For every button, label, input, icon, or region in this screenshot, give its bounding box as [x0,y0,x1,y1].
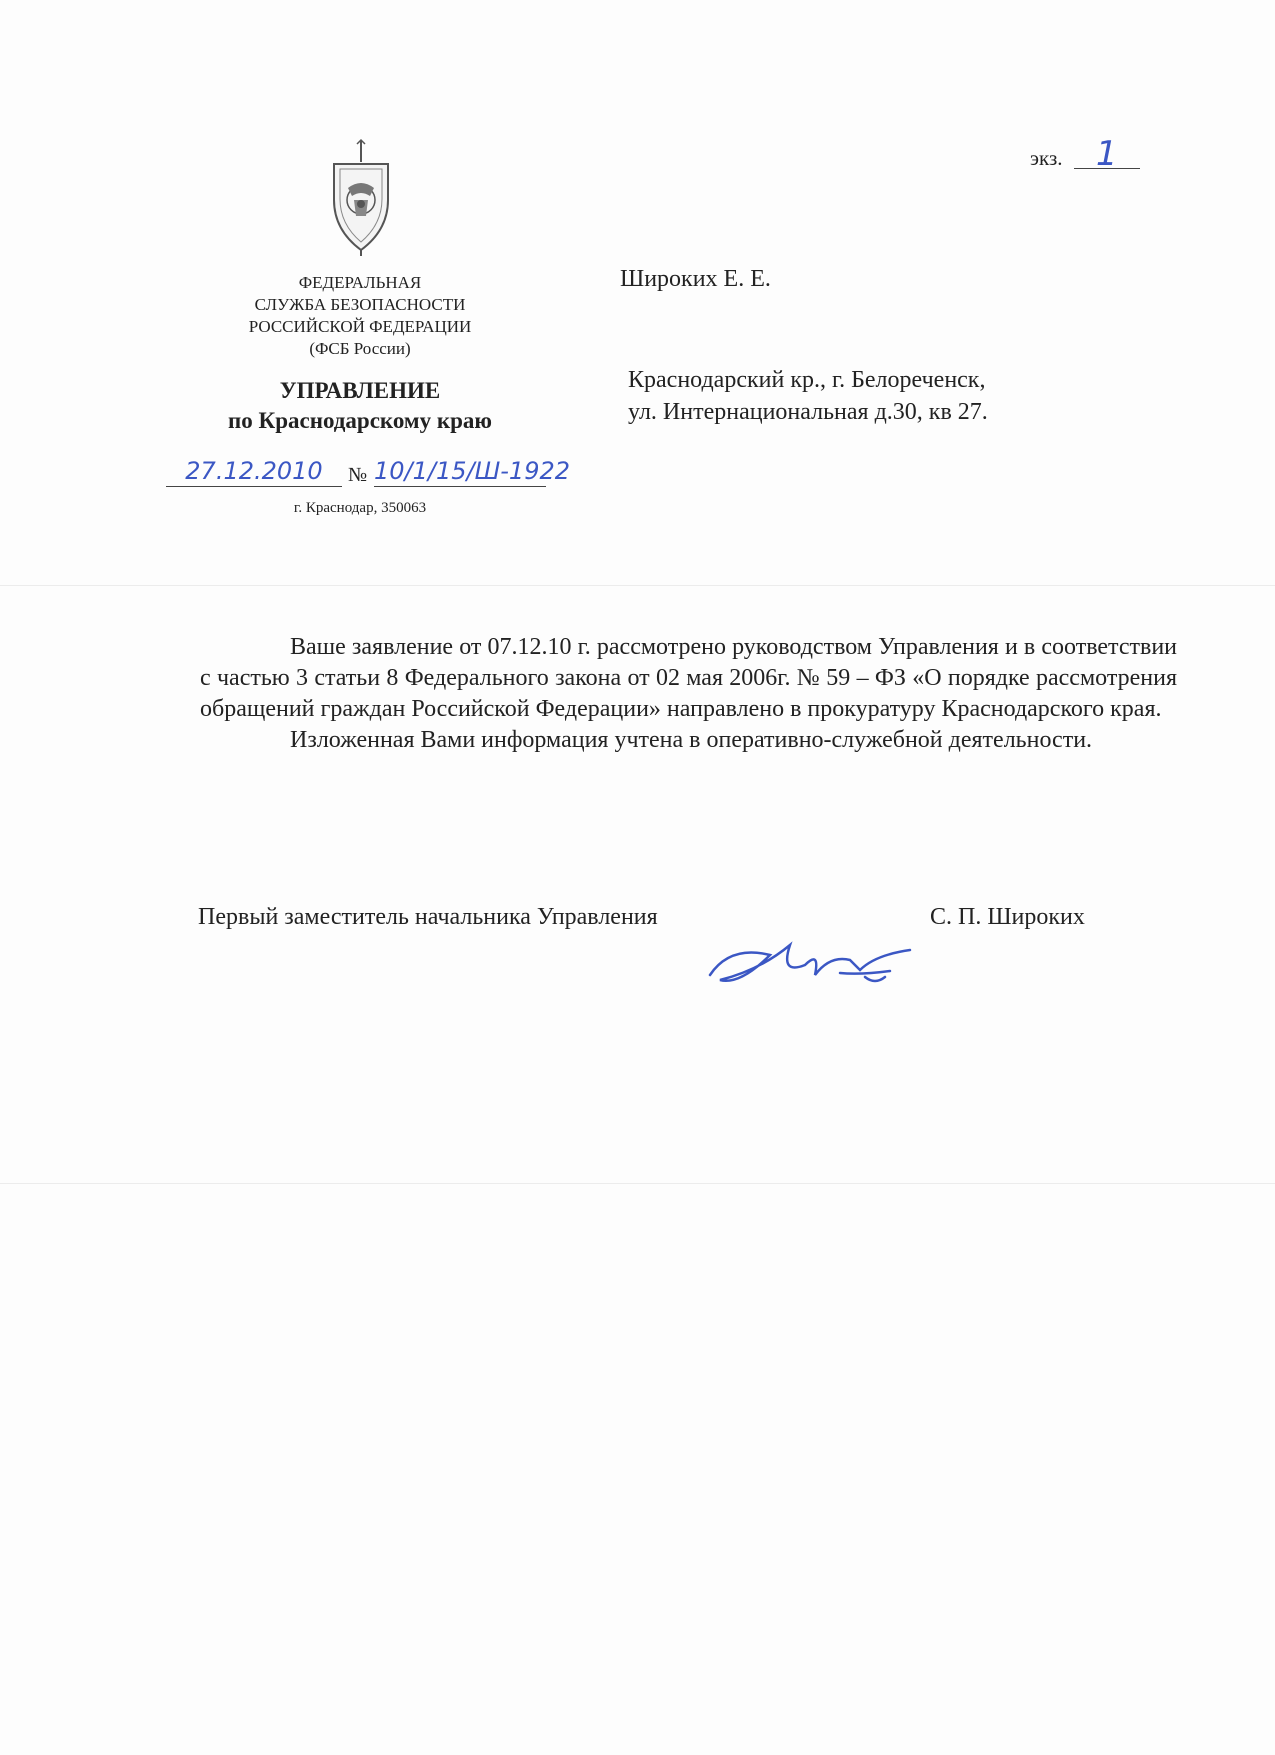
fsb-emblem-icon [326,138,396,258]
number-sign: № [348,464,368,486]
copy-label: экз. [1030,146,1063,170]
body-paragraph: Ваше заявление от 07.12.10 г. рассмотрено руководством Управления и в соответствии с частью 3 статьи 8 Федерального закона от 02 мая 2006г. № 59 – ФЗ «О порядке рассмотрения обращений граждан Российской Федерации» направлено в прокуратуру Краснодарского края. [200,634,1177,722]
agency-line: ФЕДЕРАЛЬНАЯ [298,273,422,292]
signatory-title: Первый заместитель начальника Управления [198,904,658,930]
handwritten-signature-icon [700,915,920,1005]
copy-mark [1030,134,1140,174]
registration-number: 10/1/15/Ш-1922 [374,457,571,485]
body-paragraph: Изложенная Вами информация учтена в оперативно-служебной деятельности. [290,727,1093,753]
agency-name [190,272,530,360]
agency-line: РОССИЙСКОЙ ФЕДЕРАЦИИ [248,317,472,336]
registration-line [166,458,606,498]
city-postcode: г. Краснодар, 350063 [293,500,427,516]
address-line: ул. Интернациональная д.30, кв 27. [628,399,988,425]
letter-body [200,632,1177,756]
agency-line: СЛУЖБА БЕЗОПАСНОСТИ [254,295,466,314]
agency-abbr: (ФСБ России) [309,339,411,358]
signatory-name: С. П. Широких [930,904,1085,930]
address-line: Краснодарский кр., г. Белореченск, [628,367,986,393]
recipient-name: Широких Е. Е. [620,266,771,292]
department-name [170,376,550,436]
department-line: УПРАВЛЕНИЕ [279,378,441,403]
recipient-address [628,364,988,428]
registration-date: 27.12.2010 [166,458,342,487]
copy-number: 1 [1074,140,1140,169]
department-line: по Краснодарскому краю [228,408,492,433]
fold-line [0,1183,1275,1184]
fold-line [0,585,1275,586]
